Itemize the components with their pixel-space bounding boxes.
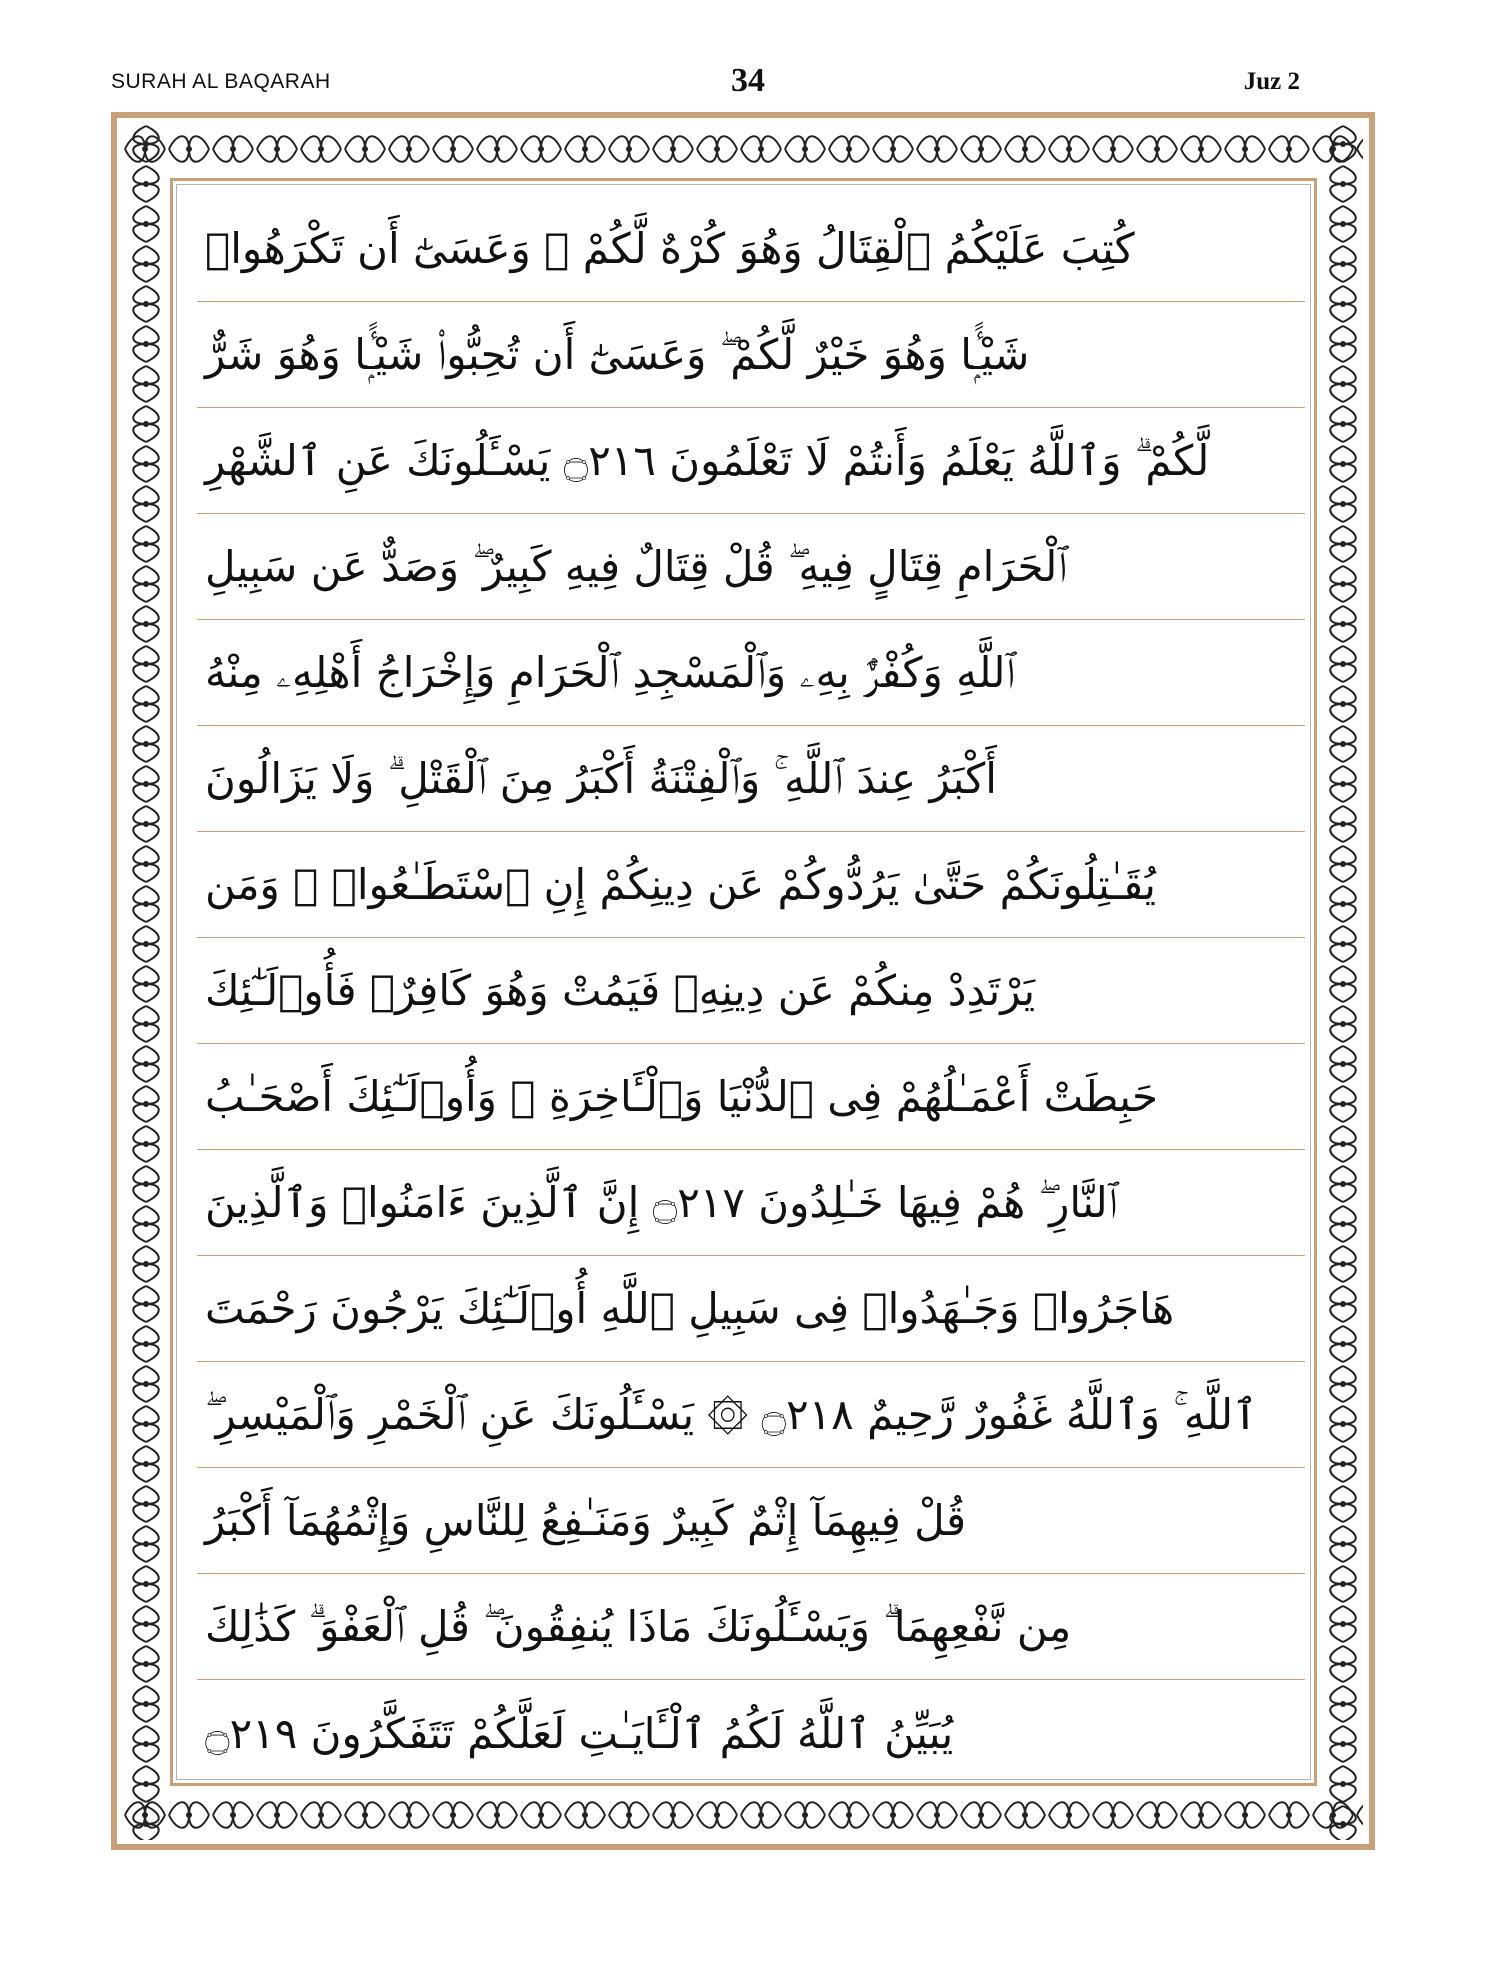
line-text: هَاجَرُوا۟ وَجَـٰهَدُوا۟ فِى سَبِيلِ ٱللَّهِ أُو۟لَـٰٓئِكَ يَرْجُونَ رَحْمَتَ: [205, 1284, 1175, 1333]
juz-label: Juz 2: [1243, 68, 1300, 95]
line-text: شَيْـًۭٔا وَهُوَ خَيْرٌ لَّكُمْ ۖ وَعَسَىٰٓ أَن تُحِبُّوا۟ شَيْـًۭٔا وَهُوَ شَرٌّ: [205, 329, 1030, 379]
line-text: لَّكُمْ ۗ وَٱللَّهُ يَعْلَمُ وَأَنتُمْ لَا تَعْلَمُونَ ۝٢١٦ يَسْـَٔلُونَكَ عَنِ ٱلشَّهْرِ: [205, 435, 1210, 485]
line-text: ٱللَّهِ وَكُفْرٌۢ بِهِۦ وَٱلْمَسْجِدِ ٱلْحَرَامِ وَإِخْرَاجُ أَهْلِهِۦ مِنْهُ: [205, 647, 1015, 697]
line-text: مِن نَّفْعِهِمَا ۗ وَيَسْـَٔلُونَكَ مَاذَا يُنفِقُونَ ۖ قُلِ ٱلْعَفْوَ ۗ كَذَٰلِكَ: [205, 1601, 1072, 1651]
text-line-7: [197, 832, 1305, 938]
line-text: حَبِطَتْ أَعْمَـٰلُهُمْ فِى ٱلدُّنْيَا وَٱلْـَٔاخِرَةِ ۖ وَأُو۟لَـٰٓئِكَ أَصْحَـٰبُ: [205, 1072, 1158, 1121]
top-ornament-border: [123, 124, 1363, 174]
line-text: قُلْ فِيهِمَآ إِثْمٌ كَبِيرٌ وَمَنَـٰفِعُ لِلنَّاسِ وَإِثْمُهُمَآ أَكْبَرُ: [205, 1496, 967, 1545]
line-text: أَكْبَرُ عِندَ ٱللَّهِ ۚ وَٱلْفِتْنَةُ أَكْبَرُ مِنَ ٱلْقَتْلِ ۗ وَلَا يَزَالُونَ: [205, 753, 997, 803]
text-line-15: [197, 1680, 1305, 1786]
line-text: ٱلْحَرَامِ قِتَالٍ فِيهِ ۖ قُلْ قِتَالٌ فِيهِ كَبِيرٌ ۖ وَصَدٌّ عَن سَبِيلِ: [205, 541, 1067, 591]
text-line-5: [197, 620, 1305, 726]
text-line-6: [197, 726, 1305, 832]
surah-name: SURAH AL BAQARAH: [111, 70, 331, 93]
text-line-1: [197, 196, 1305, 302]
text-line-10: [197, 1150, 1305, 1256]
line-text: ٱللَّهِ ۚ وَٱللَّهُ غَفُورٌ رَّحِيمٌ ۝٢١٨ ۞ يَسْـَٔلُونَكَ عَنِ ٱلْخَمْرِ وَٱلْمَيْسِرِ ۖ: [205, 1389, 1258, 1439]
text-line-12: [197, 1362, 1305, 1468]
right-ornament-border: [1320, 124, 1366, 1840]
text-line-4: [197, 514, 1305, 620]
text-line-14: [197, 1574, 1305, 1680]
quran-text-block: [197, 196, 1305, 1786]
text-line-2: [197, 302, 1305, 408]
text-line-9: [197, 1044, 1305, 1150]
line-text: ٱلنَّارِ ۖ هُمْ فِيهَا خَـٰلِدُونَ ۝٢١٧ إِنَّ ٱلَّذِينَ ءَامَنُوا۟ وَٱلَّذِينَ: [205, 1177, 1118, 1227]
line-text: يَرْتَدِدْ مِنكُمْ عَن دِينِهِۦ فَيَمُتْ وَهُوَ كَافِرٌۭ فَأُو۟لَـٰٓئِكَ: [205, 966, 1036, 1015]
text-line-11: [197, 1256, 1305, 1362]
page-number: 34: [731, 62, 765, 99]
line-text: يُبَيِّنُ ٱللَّهُ لَكُمُ ٱلْـَٔايَـٰتِ لَعَلَّكُمْ تَتَفَكَّرُونَ ۝٢١٩: [205, 1708, 954, 1758]
left-ornament-border: [123, 124, 169, 1840]
bottom-ornament-border: [123, 1790, 1363, 1840]
line-text: يُقَـٰتِلُونَكُمْ حَتَّىٰ يَرُدُّوكُمْ عَن دِينِكُمْ إِنِ ٱسْتَطَـٰعُوا۟ ۚ وَمَن: [205, 860, 1156, 909]
line-text: كُتِبَ عَلَيْكُمُ ٱلْقِتَالُ وَهُوَ كُرْهٌ لَّكُمْ ۖ وَعَسَىٰٓ أَن تَكْرَهُوا۟: [205, 224, 1135, 273]
text-line-13: [197, 1468, 1305, 1574]
text-line-8: [197, 938, 1305, 1044]
text-line-3: [197, 408, 1305, 514]
